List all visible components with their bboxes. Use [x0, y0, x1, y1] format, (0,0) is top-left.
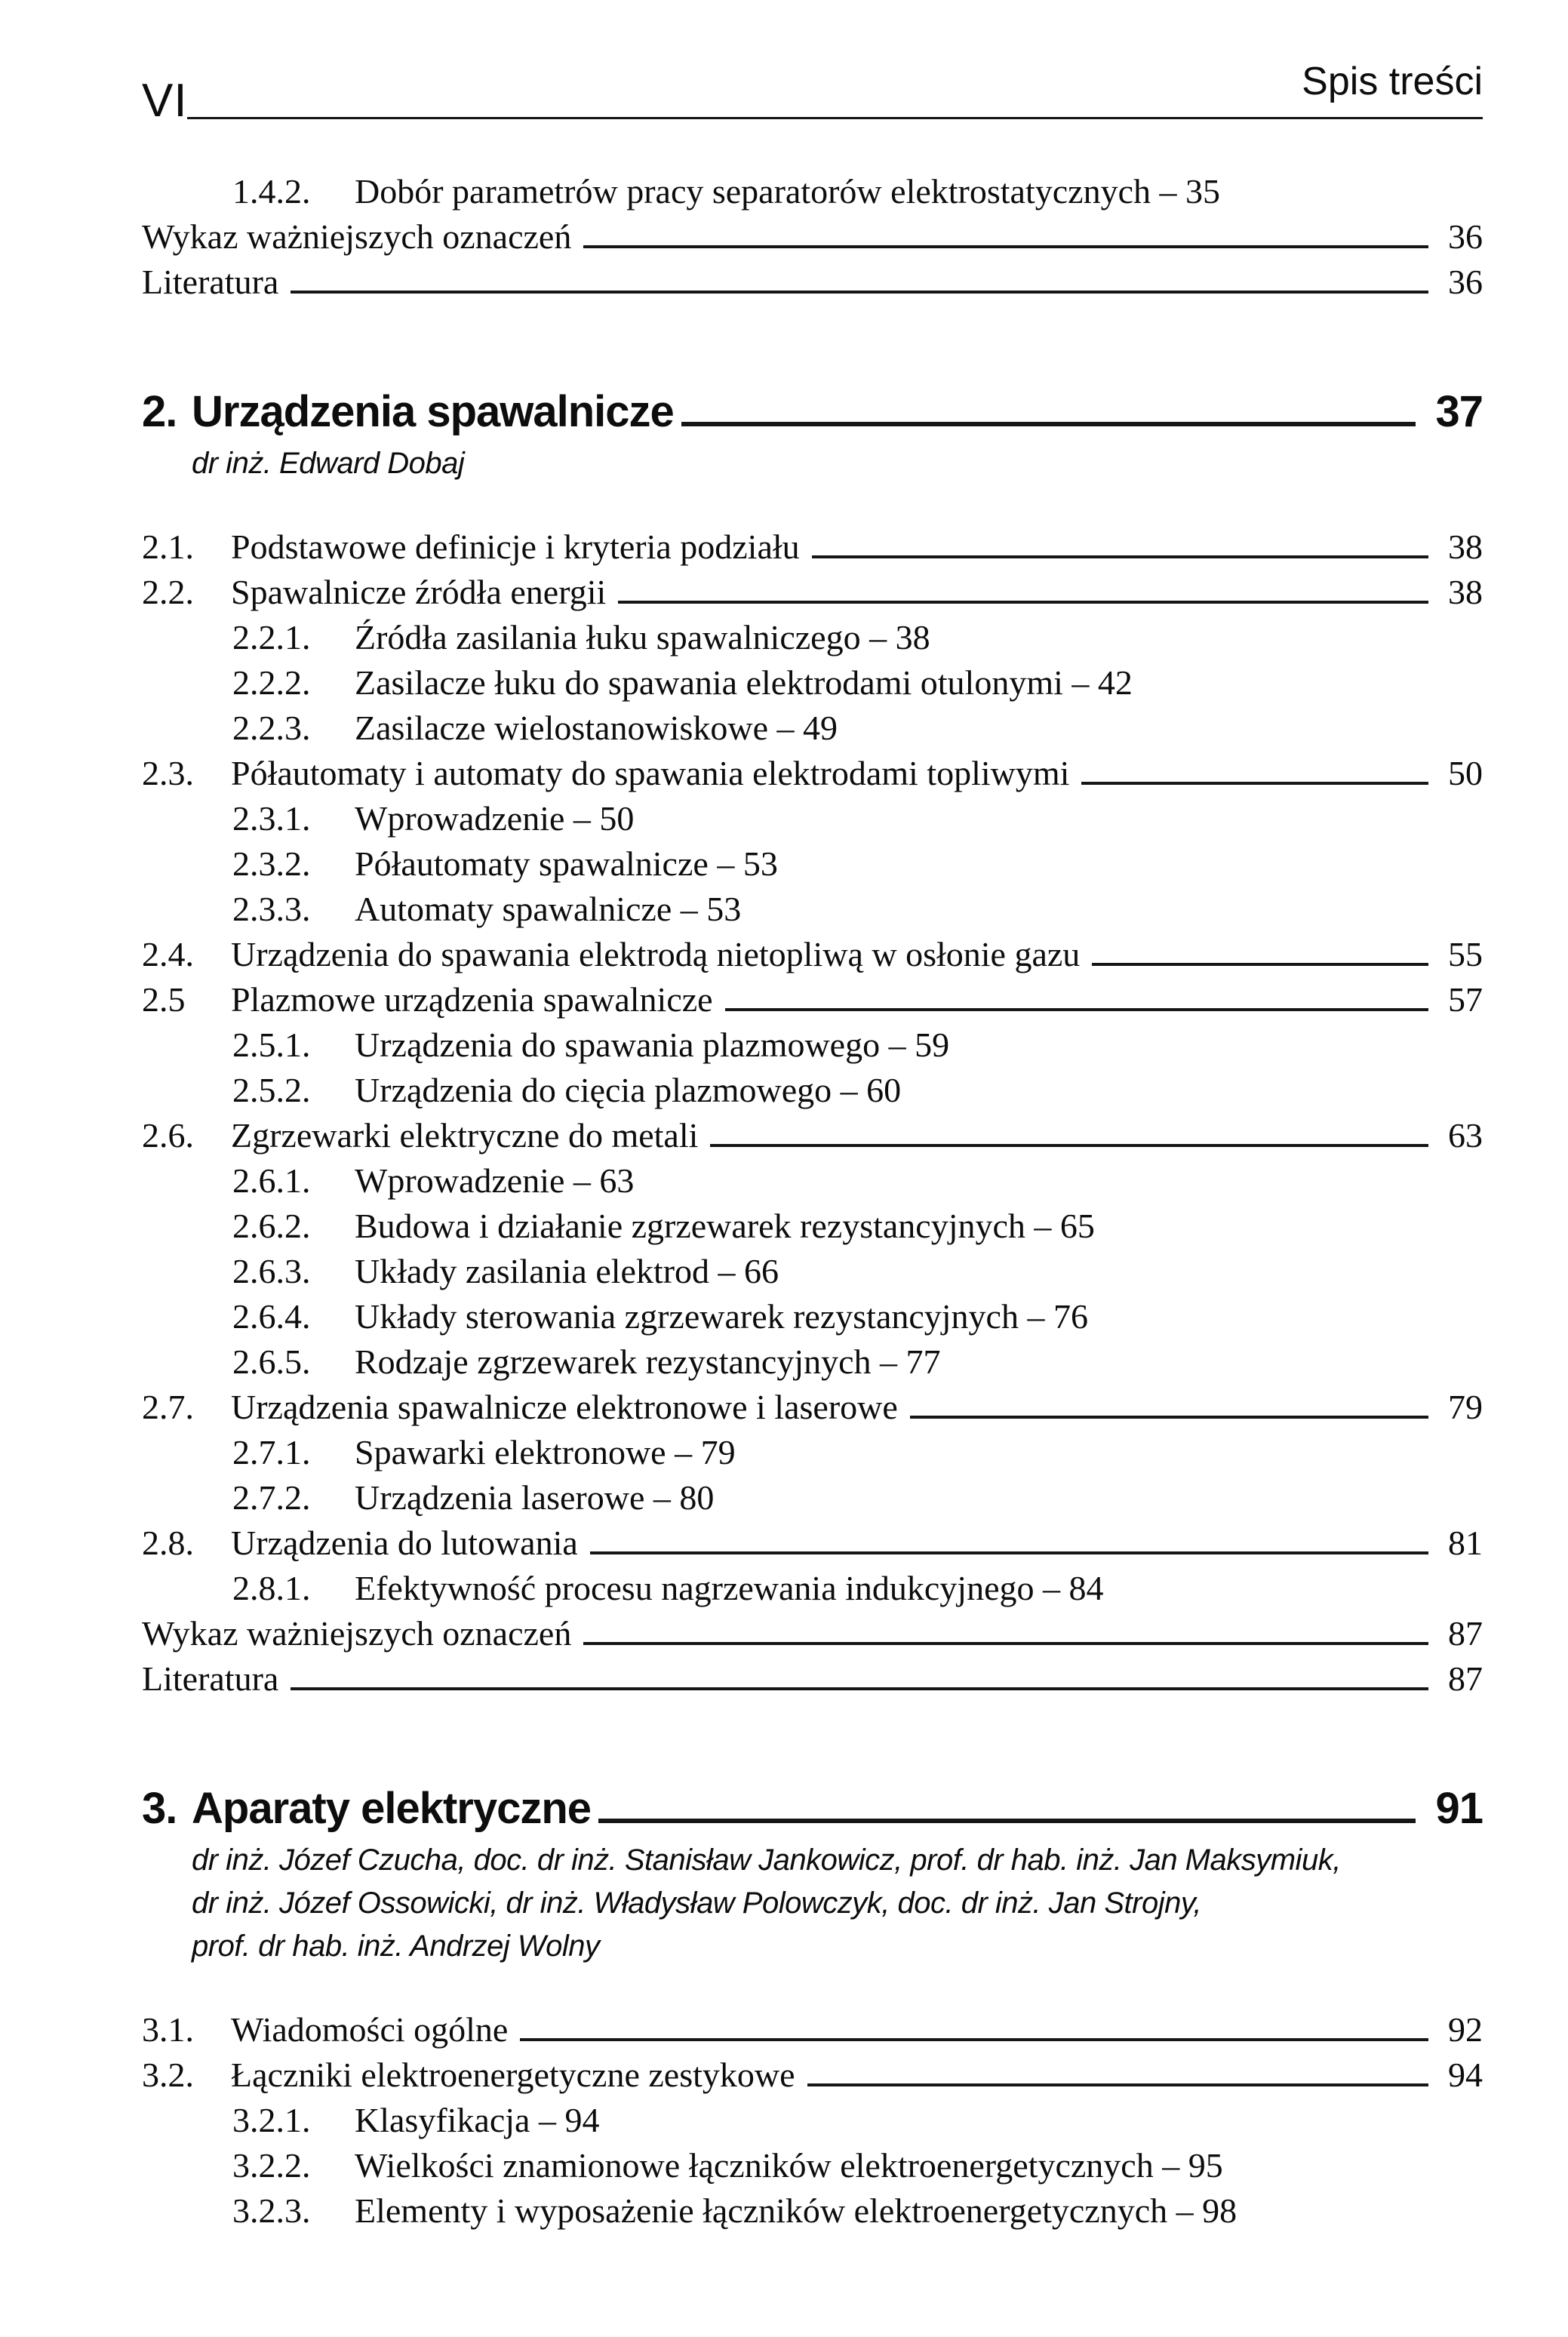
entry-page: 60 — [866, 1071, 902, 1109]
leader-line — [710, 1144, 1428, 1147]
entry-title-text: Zasilacze wielostanowiskowe — [355, 709, 768, 747]
toc-entry-3.2.1 — [142, 2098, 1483, 2143]
entry-page: 50 — [1448, 754, 1483, 792]
entry-title: Literatura — [142, 263, 279, 301]
header-rule — [187, 117, 1483, 119]
entry-page: 57 — [1448, 980, 1483, 1019]
dash-separator: – — [709, 1252, 745, 1290]
entry-title-text: Urządzenia do spawania plazmowego — [355, 1026, 881, 1064]
entry-title: Wykaz ważniejszych oznaczeń — [142, 1614, 572, 1653]
toc-entry-2.5.1 — [142, 1022, 1483, 1068]
entry-page: 81 — [1448, 1524, 1483, 1562]
entry-page: 49 — [802, 709, 838, 747]
entry-page: 59 — [915, 1026, 950, 1064]
leader-line — [520, 2038, 1428, 2041]
dash-separator: – — [871, 1342, 906, 1381]
toc-entry-2.3.1 — [142, 796, 1483, 841]
entry-title — [355, 2188, 1237, 2234]
dash-separator: – — [1167, 2191, 1203, 2230]
entry-page: 38 — [895, 618, 930, 657]
entry-page: 38 — [1448, 573, 1483, 611]
toc-entry-2.7 — [142, 1385, 1483, 1430]
dash-separator: – — [666, 1433, 701, 1471]
entry-page: 38 — [1448, 527, 1483, 566]
entry-title — [355, 1339, 941, 1385]
entry-title-text: Układy sterowania zgrzewarek rezystancyjnych — [355, 1297, 1019, 1336]
entry-number: 2.3. — [142, 754, 194, 792]
entry-number: 2.5.1. — [232, 1026, 311, 1064]
dash-separator: – — [880, 1026, 915, 1064]
entry-page: 91 — [1435, 1784, 1483, 1833]
author-line: dr inż. Józef Ossowicki, dr inż. Władysław Polowczyk, doc. dr inż. Jan Strojny, — [192, 1887, 1201, 1920]
leader-line — [807, 2083, 1428, 2086]
toc-entry-3.2.2 — [142, 2143, 1483, 2188]
toc-entry-2.6.1 — [142, 1158, 1483, 1204]
toc-entry — [142, 260, 1483, 305]
leader-line — [1092, 963, 1428, 966]
entry-page: 53 — [742, 844, 778, 883]
dash-separator: – — [1018, 1297, 1053, 1336]
running-title: Spis treści — [1302, 60, 1483, 103]
dash-separator: – — [672, 890, 707, 928]
entry-page: 50 — [599, 799, 635, 838]
entry-title — [355, 1566, 1104, 1611]
entry-title-text: Efektywność procesu nagrzewania indukcyjnego — [355, 1569, 1035, 1607]
leader-line — [910, 1416, 1428, 1419]
entry-page: 66 — [744, 1252, 779, 1290]
leader-line — [291, 1687, 1428, 1690]
entry-page: 94 — [1448, 2056, 1483, 2094]
entry-title-text: Urządzenia laserowe — [355, 1478, 645, 1517]
entry-number: 2.5 — [142, 980, 186, 1019]
toc-entry — [142, 1656, 1483, 1702]
entry-number: 2.5.2. — [232, 1071, 311, 1109]
entry-number: 2.3.3. — [232, 890, 311, 928]
dash-separator: – — [767, 709, 803, 747]
entry-number: 2. — [142, 387, 177, 436]
toc-entry-2.1 — [142, 524, 1483, 570]
dash-separator: – — [860, 618, 896, 657]
entry-title — [355, 1068, 901, 1113]
entry-title: Łączniki elektroenergetyczne zestykowe — [231, 2056, 795, 2094]
leader-line — [1081, 782, 1428, 785]
entry-title — [355, 1158, 634, 1204]
entry-number: 2.2.1. — [232, 618, 311, 657]
entry-title-text: Wprowadzenie — [355, 799, 565, 838]
dash-separator: – — [708, 844, 743, 883]
entry-page: 77 — [905, 1342, 941, 1381]
entry-title — [355, 1022, 949, 1068]
entry-page: 63 — [1448, 1116, 1483, 1155]
entry-title — [355, 706, 838, 751]
toc-entry-2.3.3 — [142, 887, 1483, 932]
entry-title: Aparaty elektryczne — [192, 1784, 592, 1833]
entry-number: 3.2.2. — [232, 2146, 311, 2185]
entry-title-text: Zasilacze łuku do spawania elektrodami otulonymi — [355, 663, 1063, 702]
toc-entry-3.1 — [142, 2007, 1483, 2053]
toc-entry-2.2.3 — [142, 706, 1483, 751]
entry-title-text: Układy zasilania elektrod — [355, 1252, 710, 1290]
toc-entry-2.4 — [142, 932, 1483, 977]
leader-line — [812, 555, 1428, 558]
entry-title-text: Rodzaje zgrzewarek rezystancyjnych — [355, 1342, 872, 1381]
entry-number: 2.8.1. — [232, 1569, 311, 1607]
entry-page: 65 — [1059, 1207, 1095, 1245]
dash-separator: – — [530, 2101, 565, 2139]
entry-title: Wiadomości ogólne — [231, 2010, 509, 2049]
leader-line — [618, 601, 1428, 604]
entry-number: 2.8. — [142, 1524, 194, 1562]
entry-number: 3. — [142, 1784, 177, 1833]
entry-number: 3.1. — [142, 2010, 194, 2049]
entry-number: 2.3.2. — [232, 844, 311, 883]
entry-title — [355, 1204, 1095, 1249]
entry-title: Urządzenia spawalnicze — [192, 387, 674, 436]
dash-separator: – — [564, 1161, 600, 1200]
entry-title — [355, 1294, 1088, 1339]
entry-page: 79 — [1448, 1388, 1483, 1426]
entry-page: 53 — [706, 890, 742, 928]
dash-separator: – — [832, 1071, 867, 1109]
entry-title — [355, 1249, 779, 1294]
entry-page: 84 — [1068, 1569, 1104, 1607]
toc-entry-2.6.2 — [142, 1204, 1483, 1249]
entry-title: Urządzenia do spawania elektrodą nietopliwą w osłonie gazu — [231, 935, 1081, 973]
leader-line — [598, 1819, 1416, 1823]
toc-entry-2.6.5 — [142, 1339, 1483, 1385]
entry-page: 63 — [599, 1161, 635, 1200]
entry-title-text: Źródła zasilania łuku spawalniczego — [355, 618, 861, 657]
leader-line — [583, 245, 1428, 248]
entry-title — [355, 1430, 736, 1475]
entry-number: 2.7.2. — [232, 1478, 311, 1517]
entry-number: 2.6. — [142, 1116, 194, 1155]
entry-title: Podstawowe definicje i kryteria podziału — [231, 527, 800, 566]
entry-page: 37 — [1435, 387, 1483, 436]
entry-number: 3.2.1. — [232, 2101, 311, 2139]
entry-title-text: Dobór parametrów pracy separatorów elektrostatycznych — [355, 172, 1151, 211]
entry-page: 42 — [1097, 663, 1133, 702]
entry-page: 94 — [564, 2101, 600, 2139]
entry-number: 2.7.1. — [232, 1433, 311, 1471]
dash-separator: – — [564, 799, 600, 838]
entry-page: 95 — [1188, 2146, 1223, 2185]
entry-title-text: Automaty spawalnicze — [355, 890, 672, 928]
dash-separator: – — [1151, 172, 1185, 211]
entry-title: Spawalnicze źródła energii — [231, 573, 607, 611]
chapter-authors — [192, 442, 1483, 485]
toc-entry-2.2.1 — [142, 615, 1483, 660]
entry-title: Półautomaty i automaty do spawania elektrodami topliwymi — [231, 754, 1070, 792]
entry-number: 1.4.2. — [232, 172, 311, 211]
leader-line — [725, 1008, 1428, 1011]
entry-number: 2.6.5. — [232, 1342, 311, 1381]
author-line: dr inż. Józef Czucha, doc. dr inż. Stanisław Jankowicz, prof. dr hab. inż. Jan Maksymiuk, — [192, 1843, 1341, 1877]
toc-entry-2 — [142, 386, 1483, 438]
entry-title: Urządzenia spawalnicze elektronowe i laserowe — [231, 1388, 898, 1426]
entry-title: Wykaz ważniejszych oznaczeń — [142, 217, 572, 256]
entry-number: 2.6.3. — [232, 1252, 311, 1290]
entry-page: 36 — [1448, 263, 1483, 301]
toc-entry-2.6.4 — [142, 1294, 1483, 1339]
dash-separator: – — [1153, 2146, 1188, 2185]
entry-page: 55 — [1448, 935, 1483, 973]
toc-entry-3.2 — [142, 2053, 1483, 2098]
toc-entry-1.4.2 — [142, 169, 1483, 214]
dash-separator: – — [1062, 663, 1098, 702]
entry-title — [355, 796, 634, 841]
entry-page: 80 — [679, 1478, 715, 1517]
entry-number: 2.6.4. — [232, 1297, 311, 1336]
entry-title-text: Wielkości znamionowe łączników elektroenergetycznych — [355, 2146, 1154, 2185]
toc-entry-2.8.1 — [142, 1566, 1483, 1611]
toc-entry-2.6.3 — [142, 1249, 1483, 1294]
author-line: prof. dr hab. inż. Andrzej Wolny — [192, 1930, 600, 1963]
entry-page: 98 — [1202, 2191, 1237, 2230]
entry-number: 2.2.3. — [232, 709, 311, 747]
toc-entry-2.3 — [142, 751, 1483, 796]
toc-entry — [142, 1611, 1483, 1656]
dash-separator: – — [644, 1478, 680, 1517]
toc-entry-2.7.1 — [142, 1430, 1483, 1475]
entry-page: 87 — [1448, 1614, 1483, 1653]
entry-number: 3.2.3. — [232, 2191, 311, 2230]
toc-entry-2.5.2 — [142, 1068, 1483, 1113]
author-line: dr inż. Edward Dobaj — [192, 447, 465, 480]
entry-title — [355, 2143, 1223, 2188]
entry-title — [355, 887, 741, 932]
dash-separator: – — [1025, 1207, 1060, 1245]
leader-line — [681, 422, 1416, 426]
toc-entry-2.7.2 — [142, 1475, 1483, 1521]
entry-title-text: Spawarki elektronowe — [355, 1433, 666, 1471]
entry-number: 2.2. — [142, 573, 194, 611]
entry-page: 87 — [1448, 1659, 1483, 1698]
toc-entry-3 — [142, 1783, 1483, 1834]
page-folio: VI — [142, 75, 188, 127]
entry-number: 2.3.1. — [232, 799, 311, 838]
entry-title — [355, 615, 930, 660]
toc-entry-2.3.2 — [142, 841, 1483, 887]
toc-list — [142, 169, 1483, 2234]
entry-page: 35 — [1185, 172, 1220, 211]
entry-title-text: Wprowadzenie — [355, 1161, 565, 1200]
entry-title-text: Urządzenia do cięcia plazmowego — [355, 1071, 832, 1109]
dash-separator: – — [1034, 1569, 1069, 1607]
entry-title: Urządzenia do lutowania — [231, 1524, 578, 1562]
entry-title — [355, 660, 1133, 706]
toc-entry-2.2 — [142, 570, 1483, 615]
entry-title — [355, 841, 778, 887]
entry-title: Plazmowe urządzenia spawalnicze — [231, 980, 713, 1019]
entry-title — [355, 2098, 599, 2143]
entry-page: 79 — [700, 1433, 736, 1471]
toc-entry-2.5 — [142, 977, 1483, 1022]
toc-entry-2.8 — [142, 1521, 1483, 1566]
entry-number: 2.6.2. — [232, 1207, 311, 1245]
entry-title-text: Elementy i wyposażenie łączników elektroenergetycznych — [355, 2191, 1168, 2230]
entry-title-text: Półautomaty spawalnicze — [355, 844, 709, 883]
leader-line — [590, 1551, 1428, 1554]
toc-entry-3.2.3 — [142, 2188, 1483, 2234]
leader-line — [291, 291, 1428, 294]
toc-entry-2.2.2 — [142, 660, 1483, 706]
entry-number: 2.2.2. — [232, 663, 311, 702]
entry-page: 76 — [1053, 1297, 1088, 1336]
entry-number: 2.1. — [142, 527, 194, 566]
entry-number: 3.2. — [142, 2056, 194, 2094]
entry-title: Literatura — [142, 1659, 279, 1698]
entry-number: 2.7. — [142, 1388, 194, 1426]
entry-number: 2.6.1. — [232, 1161, 311, 1200]
entry-title-text: Budowa i działanie zgrzewarek rezystancyjnych — [355, 1207, 1025, 1245]
entry-page: 92 — [1448, 2010, 1483, 2049]
entry-page: 36 — [1448, 217, 1483, 256]
entry-title — [355, 169, 1220, 214]
entry-number: 2.4. — [142, 935, 194, 973]
chapter-authors — [192, 1839, 1483, 1968]
entry-title — [355, 1475, 714, 1521]
entry-title: Zgrzewarki elektryczne do metali — [231, 1116, 699, 1155]
leader-line — [583, 1642, 1428, 1645]
page-header — [142, 60, 1483, 127]
toc-entry — [142, 214, 1483, 260]
entry-title-text: Klasyfikacja — [355, 2101, 530, 2139]
toc-entry-2.6 — [142, 1113, 1483, 1158]
